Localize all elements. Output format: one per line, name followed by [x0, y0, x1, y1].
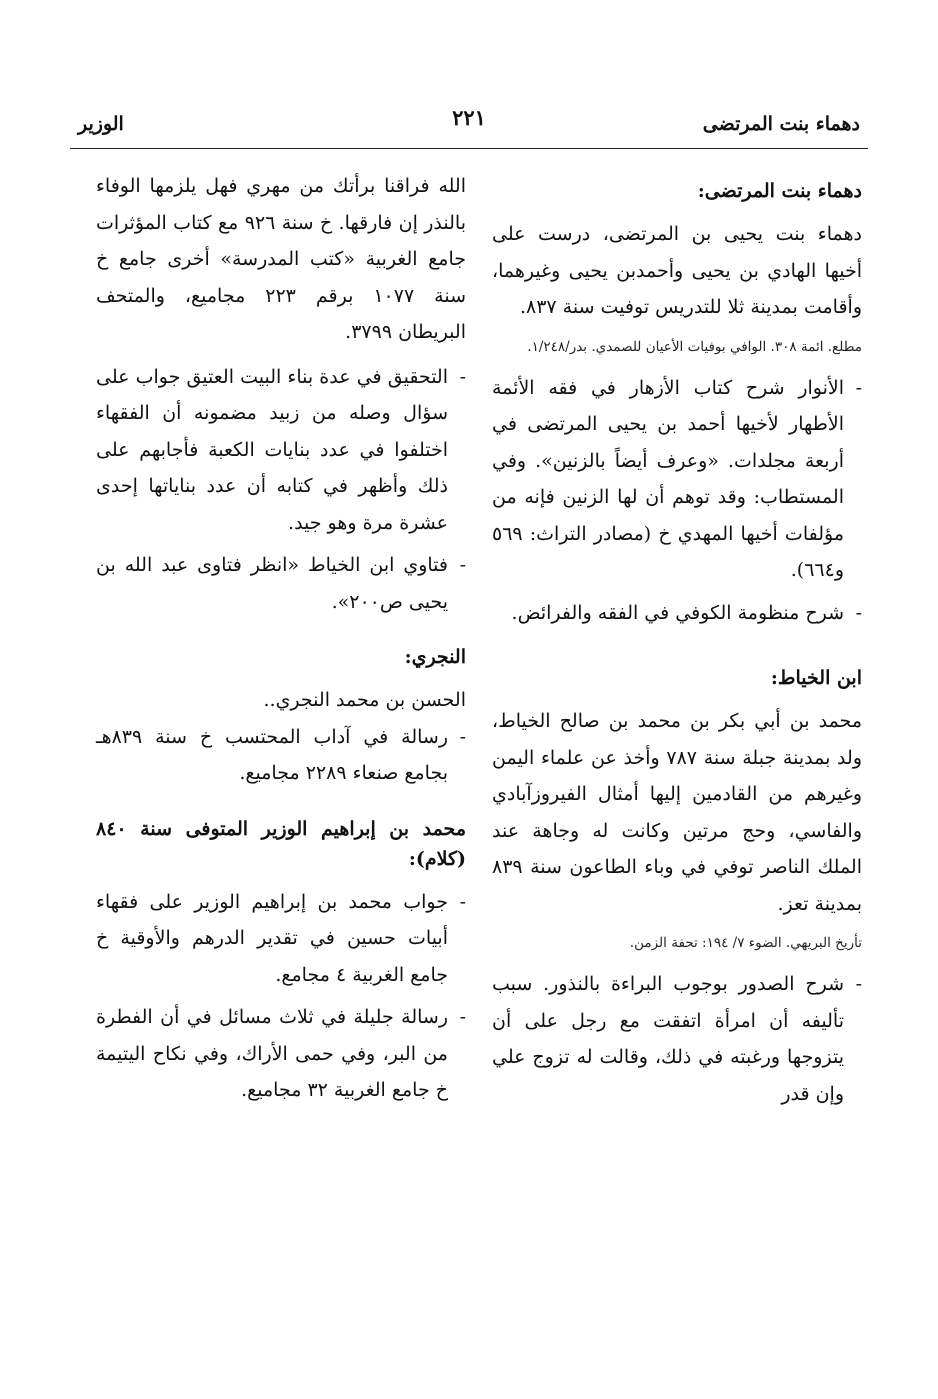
item-dash: -: [459, 1006, 466, 1028]
running-header-left: الوزير: [78, 113, 124, 135]
entry-bio-ibn-khayyat: محمد بن أبي بكر بن محمد بن صالح الخياط، ولد بمدينة جبلة سنة ٧٨٧ وأخذ عن علماء اليمن وغيرهم من القادمين إليها أمثال الفيروزآبادي والفاسي، وحج مرتين وكانت له وجاهة عند الملك الناصر توفي في وباء الطاعون سنة ٨٣٩ بمدينة تعز.: [492, 710, 862, 915]
item-dash: -: [459, 890, 466, 913]
work-item: [96, 719, 466, 792]
right-column: [492, 168, 862, 1118]
entry-heading-dahma: دهماء بنت المرتضى:: [697, 180, 862, 202]
work-item: [96, 884, 466, 994]
work-item-text: جواب محمد بن إبراهيم الوزير على فقهاء أبيات حسين في تقدير الدرهم والأوقية خ جامع الغربية ٤ مجامع.: [96, 890, 448, 986]
left-column: [96, 168, 466, 1115]
work-item-text: فتاوي ابن الخياط «انظر فتاوى عبد الله بن يحيى ص٢٠٠».: [96, 554, 448, 613]
work-item: [96, 359, 466, 542]
work-item-text: الأنوار شرح كتاب الأزهار في فقه الأئمة الأطهار لأخيها أحمد بن يحيى المرتضى في أربعة مجلدات. «وعرف أيضاً بالزنين». وفي المستطاب: وقد توهم أن لها الزنين فإنه من مؤلفات أخيها المهدي خ (مصادر التراث: ٥٦٩ و٦٦٤).: [492, 376, 844, 581]
work-item: [492, 370, 862, 589]
entry-heading-najri: النجري:: [404, 646, 466, 668]
work-item: [492, 595, 862, 632]
work-item-text: شرح الصدور بوجوب البراءة بالنذور. سبب تأليفه أن امرأة اتفقت مع رجل على أن يتزوجها ورغبته في ذلك، وقالت له تزوج علي وإن قدر: [492, 973, 844, 1105]
work-item-text: التحقيق في عدة بناء البيت العتيق جواب على سؤال وصله من زبيد مضمونه أن الفقهاء اختلفوا في عدد بنايات الكعبة فأجابهم على ذلك وأظهر في كتابه أن عدد بناياتها إحدى عشرة مرة وهو جيد.: [96, 365, 448, 534]
work-item: [492, 966, 862, 1112]
item-dash: -: [459, 725, 466, 748]
header-rule: [70, 148, 868, 149]
running-header-right: دهماء بنت المرتضى: [702, 113, 860, 135]
entry-heading-wazir: محمد بن إبراهيم الوزير المتوفى سنة ٨٤٠ (كلام):: [96, 817, 466, 870]
work-item: [96, 999, 466, 1109]
work-item: [96, 547, 466, 620]
entry-bio-najri: الحسن بن محمد النجري..: [263, 689, 466, 711]
item-dash: -: [855, 376, 862, 399]
work-item-text: شرح منظومة الكوفي في الفقه والفرائض.: [511, 601, 844, 624]
work-item-text: رسالة في آداب المحتسب خ سنة ٨٣٩هـ بجامع صنعاء ٢٢٨٩ مجاميع.: [96, 725, 448, 784]
entry-sources-ibn-khayyat: تأريخ البريهي. الضوء ٧/ ١٩٤: تحفة الزمن.: [629, 935, 862, 951]
page-number: ٢٢١: [452, 105, 486, 130]
item-dash: -: [855, 973, 862, 995]
continued-text: الله فراقنا برأتك من مهري فهل يلزمها الوفاء بالنذر إن فارقها. خ سنة ٩٢٦ مع كتاب المؤثرات جامع الغربية «كتب المدرسة» أخرى جامع خ سنة ١٠٧٧ برقم ٢٢٣ مجاميع، والمتحف البريطان ٣٧٩٩.: [96, 175, 466, 343]
work-item-text: رسالة جليلة في ثلاث مسائل في أن الفطرة من البر، وفي حمى الأراك، وفي نكاح اليتيمة خ جامع الغربية ٣٢ مجاميع.: [96, 1006, 448, 1101]
item-dash: -: [855, 601, 862, 624]
entry-bio-dahma: دهماء بنت يحيى بن المرتضى، درست على أخيها الهادي بن يحيى وأحمدبن يحيى وغيرهما، وأقامت بمدينة ثلا للتدريس توفيت سنة ٨٣٧.: [492, 223, 862, 318]
entry-sources-dahma: مطلع. ائمة ٣٠٨. الوافي بوفيات الأعيان للصمدي. بدر/١/٢٤٨.: [527, 338, 862, 355]
item-dash: -: [459, 365, 466, 388]
entry-heading-ibn-khayyat: ابن الخياط:: [770, 667, 862, 689]
item-dash: -: [459, 554, 466, 576]
